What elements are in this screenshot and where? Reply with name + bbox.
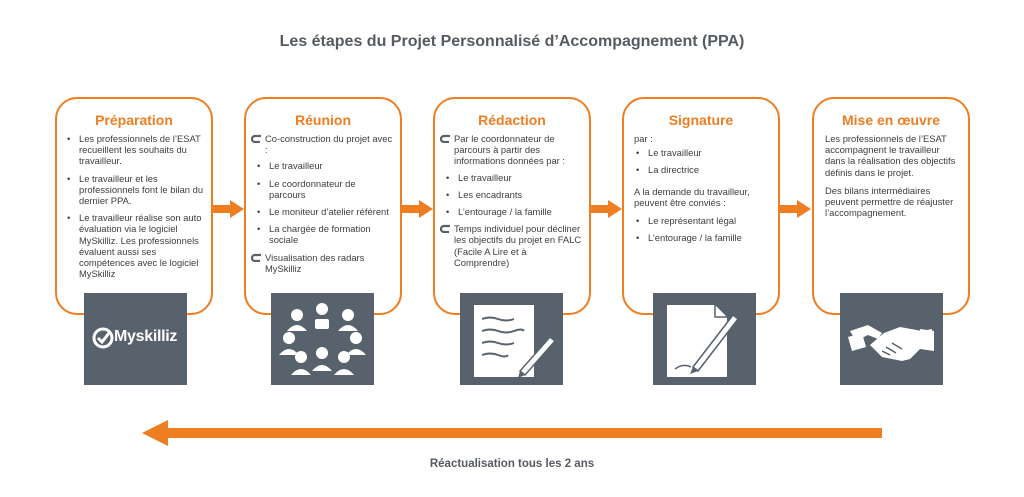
arrow-curve-icon [440,224,451,233]
lead-item: Visualisation des radars MySkilliz [251,252,394,274]
lead-item: Temps individuel pour décliner les objectifs du projet en FALC (Facile A Lire et à Comprendre) [440,223,583,268]
step-card-preparation [55,97,213,315]
list-item: • La directrice [634,164,772,175]
intro-text: par : [634,133,653,144]
step-heading: Signature [668,112,734,128]
middle-text: A la demande du travailleur, peuvent être conviés : [634,185,750,208]
list-item: • Le représentant légal [634,215,772,226]
page-title: Les étapes du Projet Personnalisé d’Accompagnement (PPA) [279,33,745,50]
list-item: • L’entourage / la famille [444,206,583,217]
paragraph: Les professionnels de l’ESAT accompagnent le travailleur dans la réalisation des objectifs définis dans le projet. [825,133,956,178]
myskilliz-mark-icon [92,327,114,349]
arrow-left-icon [142,420,882,446]
list-item: • Le travailleur [444,172,583,183]
list-item: • Le travailleur [255,160,394,171]
logo-text: Myskilliz [114,328,178,345]
signature-pen-icon [653,293,756,385]
list-item: • Le moniteur d’atelier référent [255,206,394,217]
list-item: • Le travailleur [634,147,772,158]
arrow-right-icon [779,200,811,218]
step-card-redaction [433,97,591,315]
list-item: • Les professionnels de l’ESAT recueillent les souhaits du travailleur. [65,133,205,167]
list-item: • Le travailleur réalise son auto évaluation via le logiciel MySkilliz. Les professionnels évaluent aussi ses compétences avec le logiciel MySkilliz [65,212,205,279]
step-card-mise-en-oeuvre [812,97,970,315]
list-item: • Le coordonnateur de parcours [255,178,394,200]
lead-item: Co-construction du projet avec : [251,133,394,155]
myskilliz-logo [84,293,187,385]
list-item: • L’entourage / la famille [634,232,772,243]
arrow-right-icon [401,200,433,218]
lead-item: Par le coordonnateur de parcours à partir des informations données par : [440,133,583,167]
step-heading: Réunion [295,112,351,128]
list-item: • Les encadrants [444,189,583,200]
step-heading: Préparation [95,112,173,128]
cycle-label: Réactualisation tous les 2 ans [429,458,595,470]
arrow-right-icon [590,200,622,218]
step-heading: Mise en œuvre [841,112,941,128]
list-item: • La chargée de formation sociale [255,223,394,245]
arrow-curve-icon [251,253,262,262]
arrow-right-icon [212,200,244,218]
step-card-reunion [244,97,402,315]
step-heading: Rédaction [478,112,546,128]
arrow-curve-icon [251,134,262,143]
meeting-people-icon [271,293,374,385]
document-writing-icon [460,293,563,385]
handshake-icon [840,293,943,385]
arrow-curve-icon [440,134,451,143]
list-item: • Le travailleur et les professionnels font le bilan du dernier PPA. [65,173,205,207]
step-card-signature [622,97,780,315]
paragraph: Des bilans intermédiaires peuvent permettre de réajuster l’accompagnement. [825,184,954,219]
